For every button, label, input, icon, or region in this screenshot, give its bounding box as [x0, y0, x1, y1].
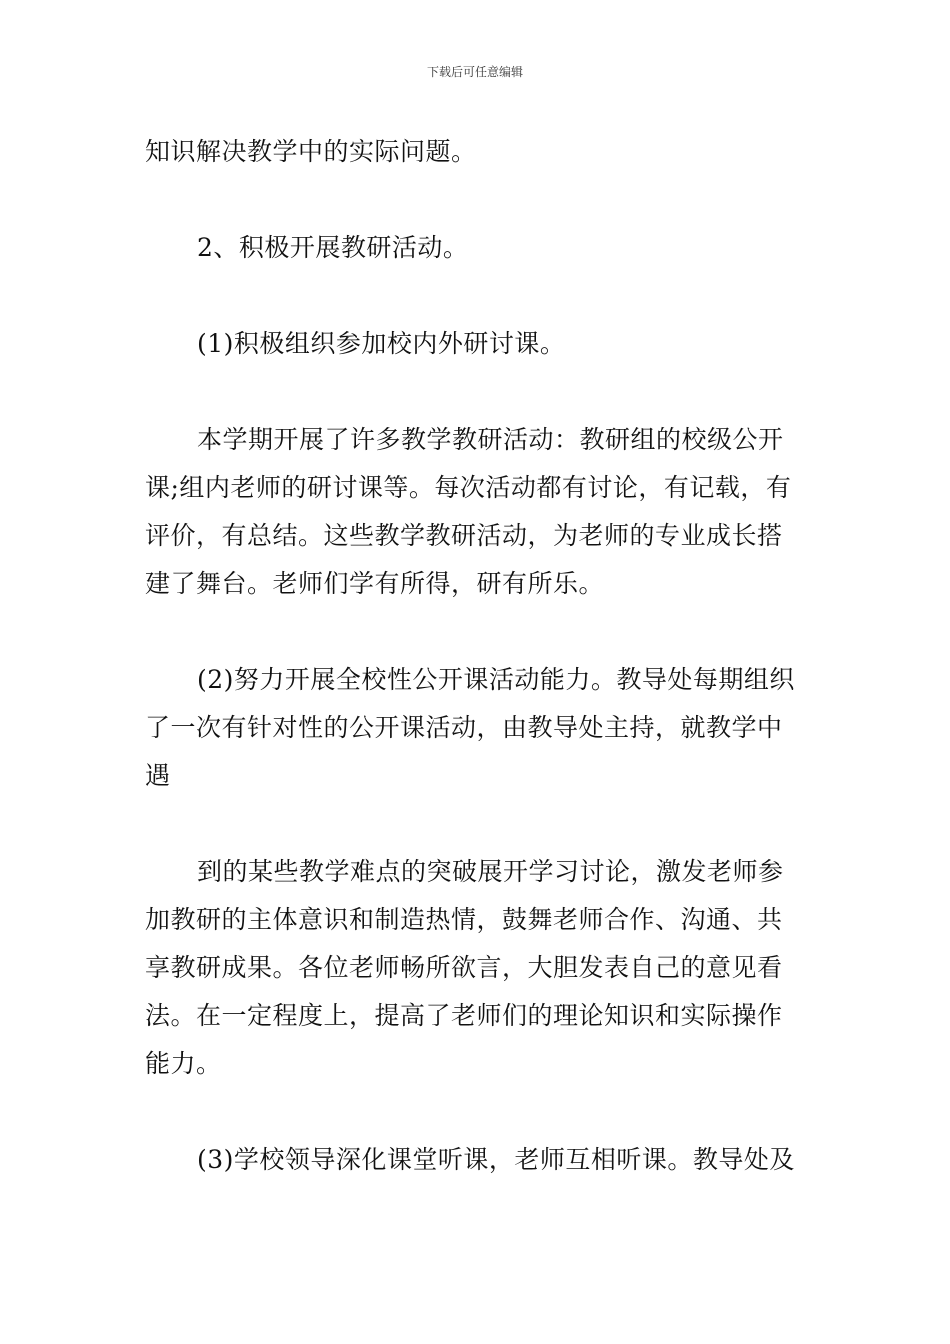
paragraph: 到的某些教学难点的突破展开学习讨论，激发老师参 加教研的主体意识和制造热情，鼓舞老师合作、沟通、共 享教研成果。各位老师畅所欲言，大胆发表自己的意见看 法。在一定程度上，提高了老师们的理论知识和实际操作 能力。: [145, 857, 784, 1078]
paragraph-gap: [145, 272, 809, 320]
paragraph-continuation: 知识解决教学中的实际问题。: [145, 137, 477, 166]
paragraph-gap: [145, 176, 809, 224]
document-body: [145, 128, 809, 1184]
paragraph-gap: [145, 1088, 809, 1136]
paragraph: (2)努力开展全校性公开课活动能力。教导处每期组织 了一次有针对性的公开课活动，由教导处主持，就教学中 遇: [145, 665, 795, 790]
paragraph-gap: [145, 800, 809, 848]
paragraph: (3)学校领导深化课堂听课，老师互相听课。教导处及: [197, 1145, 795, 1174]
section-heading: 2、积极开展教研活动。: [197, 233, 469, 262]
paragraph-gap: [145, 368, 809, 416]
page-header: 下载后可任意编辑: [426, 65, 523, 79]
paragraph-gap: [145, 608, 809, 656]
subsection-heading: (1)积极组织参加校内外研讨课。: [197, 329, 566, 358]
paragraph: 本学期开展了许多教学教研活动：教研组的校级公开 课;组内老师的研讨课等。每次活动都有讨论，有记载，有 评价，有总结。这些教学教研活动，为老师的专业成长搭 建了舞台。老师们学有所得，研有所乐。: [145, 425, 792, 598]
